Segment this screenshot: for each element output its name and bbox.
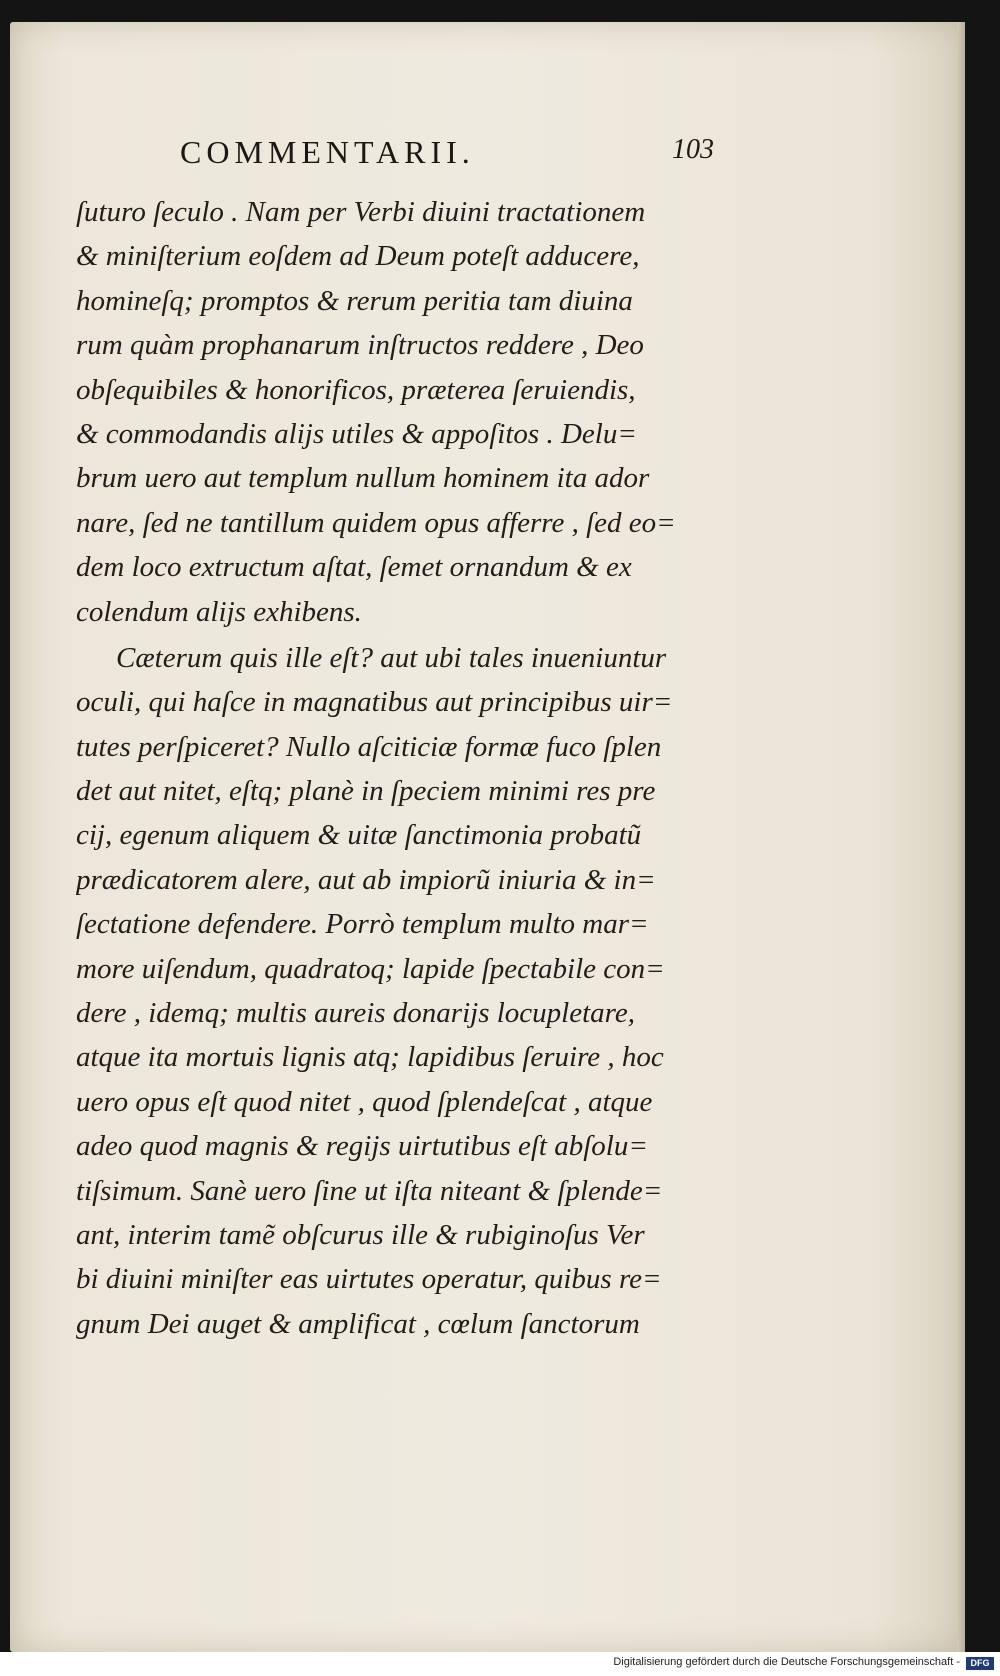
text-line: oculi, qui haſce in magnatibus aut principibus uir=: [76, 686, 673, 719]
page-edge: [957, 22, 965, 1652]
text-line: obſequibiles & honorificos, præterea ſeruiendis,: [76, 373, 636, 406]
text-line: & commodandis alijs utiles & appoſitos . Delu=: [76, 417, 637, 450]
paragraph-start-line: Cæterum quis ille eſt? aut ubi tales inueniuntur: [116, 641, 667, 674]
text-line: nare, ſed ne tantillum quidem opus afferre , ſed eo=: [76, 506, 676, 539]
text-line: prædicatorem alere, aut ab impiorũ iniuria & in=: [76, 863, 656, 896]
text-line: colendum alijs exhibens.: [76, 595, 362, 628]
text-line: ſectatione defendere. Porrò templum multo mar=: [76, 908, 649, 941]
dfg-logo: DFG: [966, 1657, 994, 1670]
body-text: [76, 190, 736, 1346]
text-line: cij, egenum aliquem & uitæ ſanctimonia probatũ: [76, 819, 642, 852]
digitization-footer: [0, 1652, 1000, 1676]
book-page: [10, 22, 965, 1652]
page-number: 103: [672, 134, 714, 165]
text-line: uero opus eſt quod nitet , quod ſplendeſcat , atque: [76, 1085, 653, 1118]
text-line: tutes perſpiceret? Nullo aſciticiæ formæ fuco ſplen: [76, 730, 662, 763]
text-line: more uiſendum, quadratoq; lapide ſpectabile con=: [76, 952, 665, 985]
digitization-credit: Digitalisierung gefördert durch die Deutsche Forschungsgemeinschaft -: [613, 1656, 960, 1668]
running-head: [170, 134, 720, 174]
text-line: gnum Dei auget & amplificat , cœlum ſanctorum: [76, 1307, 640, 1340]
text-line: dem loco extructum aſtat, ſemet ornandum & ex: [76, 551, 632, 584]
text-line: ſuturo ſeculo . Nam per Verbi diuini tractationem: [76, 196, 646, 228]
running-head-title: COMMENTARII.: [180, 134, 475, 170]
text-line: & miniſterium eoſdem ad Deum poteſt adducere,: [76, 240, 640, 273]
text-line: rum quàm prophanarum inſtructos reddere , Deo: [76, 329, 644, 362]
text-line: ant, interim tamẽ obſcurus ille & rubiginoſus Ver: [76, 1218, 645, 1251]
text-line: dere , idemq; multis aureis donarijs locupletare,: [76, 997, 635, 1030]
text-line: tiſsimum. Sanè uero ſine ut iſta niteant & ſplende=: [76, 1174, 663, 1207]
text-line: brum uero aut templum nullum hominem ita ador: [76, 462, 650, 495]
text-line: bi diuini miniſter eas uirtutes operatur, quibus re=: [76, 1263, 662, 1296]
text-line: det aut nitet, eſtq; planè in ſpeciem minimi res pre: [76, 775, 656, 808]
text-line: adeo quod magnis & regijs uirtutibus eſt abſolu=: [76, 1130, 648, 1163]
text-line: homineſq; promptos & rerum peritia tam diuina: [76, 284, 633, 317]
text-line: atque ita mortuis lignis atq; lapidibus ſeruire , hoc: [76, 1041, 664, 1074]
